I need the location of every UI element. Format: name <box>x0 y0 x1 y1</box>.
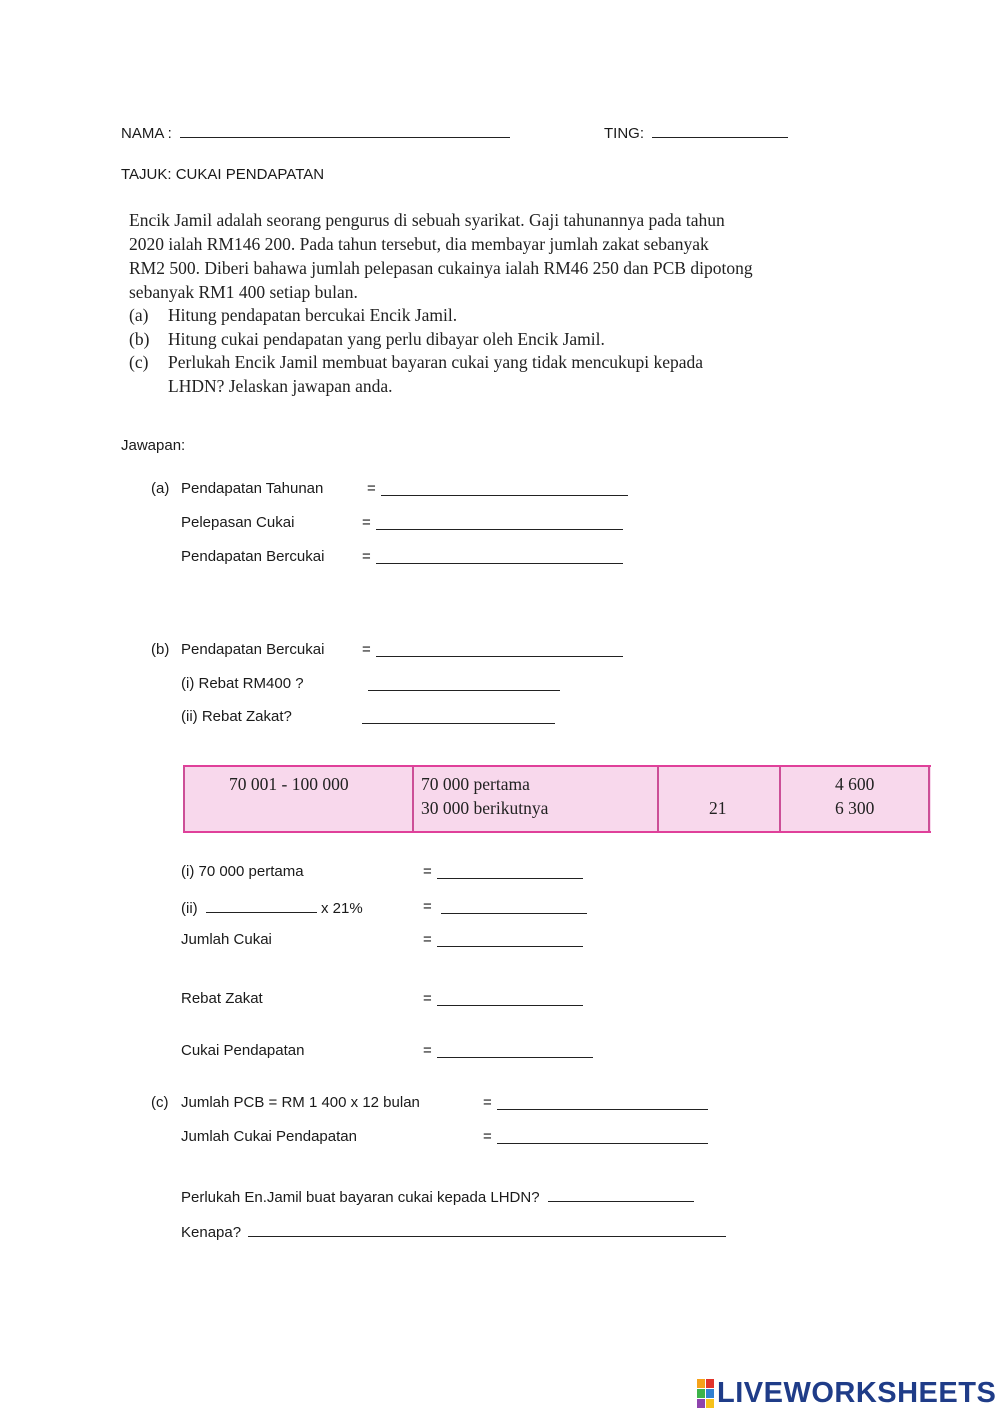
part-text: LHDN? Jelaskan jawapan anda. <box>168 376 393 396</box>
next-band-amount-field[interactable] <box>206 898 317 913</box>
tax-rate: 21 <box>709 798 727 818</box>
payment-answer-field[interactable] <box>548 1187 694 1202</box>
zakat-rebate-label: Rebat Zakat <box>181 990 263 1007</box>
total-pcb-label: Jumlah PCB = RM 1 400 x 12 bulan <box>181 1094 420 1111</box>
next-band-tax-field[interactable] <box>441 899 587 914</box>
equals-sign: = <box>362 514 371 531</box>
chargeable-income-b-label: Pendapatan Bercukai <box>181 641 325 658</box>
equals-sign: = <box>423 931 432 948</box>
next-band-row <box>181 898 363 917</box>
chargeable-income-field[interactable] <box>376 549 623 564</box>
ting-label: TING: <box>604 125 644 142</box>
income-tax-label: Cukai Pendapatan <box>181 1042 305 1059</box>
equals-sign: = <box>362 548 371 565</box>
logo-square <box>697 1379 705 1388</box>
rate-label: x 21% <box>321 900 363 917</box>
part-text: Hitung pendapatan bercukai Encik Jamil. <box>168 305 458 325</box>
chargeable-income-label: Pendapatan Bercukai <box>181 548 325 565</box>
question-line: RM2 500. Diberi bahawa jumlah pelepasan cukainya ialah RM46 250 dan PCB dipotong <box>129 258 753 278</box>
table-divider <box>412 767 414 831</box>
first-70000-field[interactable] <box>437 864 583 879</box>
equals-sign: = <box>423 990 432 1007</box>
question-line: sebanyak RM1 400 setiap bulan. <box>129 282 358 302</box>
tax-relief-field[interactable] <box>376 515 623 530</box>
next-band-label: (ii) <box>181 900 198 917</box>
total-pcb-field[interactable] <box>497 1095 708 1110</box>
question-line: Encik Jamil adalah seorang pengurus di sebuah syarikat. Gaji tahunannya pada tahun <box>129 210 725 230</box>
income-band: 70 001 - 100 000 <box>229 774 349 794</box>
equals-sign: = <box>423 1042 432 1059</box>
liveworksheets-logo <box>697 1378 996 1408</box>
part-text: Hitung cukai pendapatan yang perlu dibayar oleh Encik Jamil. <box>168 329 605 349</box>
table-divider <box>928 767 930 831</box>
tax-amount: 6 300 <box>835 798 875 818</box>
part-label: (a) <box>129 305 149 325</box>
part-label: (c) <box>129 352 149 372</box>
reason-row <box>181 1222 726 1241</box>
logo-square <box>697 1399 705 1408</box>
table-divider <box>657 767 659 831</box>
rebate-zakat-question-field[interactable] <box>362 709 555 724</box>
rebate-400-field[interactable] <box>368 676 560 691</box>
tax-relief-label: Pelepasan Cukai <box>181 514 295 531</box>
ting-field[interactable] <box>652 123 788 138</box>
chargeable-income-b-field[interactable] <box>376 642 623 657</box>
income-tax-field[interactable] <box>437 1043 593 1058</box>
name-field[interactable] <box>180 123 510 138</box>
answer-heading: Jawapan: <box>121 437 186 454</box>
reason-field[interactable] <box>248 1222 726 1237</box>
total-tax-field[interactable] <box>437 932 583 947</box>
part-label: (b) <box>129 329 150 349</box>
part-text: Perlukah Encik Jamil membuat bayaran cukai yang tidak mencukupi kepada <box>168 352 704 372</box>
total-income-tax-label: Jumlah Cukai Pendapatan <box>181 1128 357 1145</box>
logo-square <box>697 1389 705 1398</box>
rebate-400-label: (i) Rebat RM400 ? <box>181 675 304 692</box>
equals-sign: = <box>483 1128 492 1145</box>
total-income-tax-field[interactable] <box>497 1129 708 1144</box>
equals-sign: = <box>483 1094 492 1111</box>
equals-sign: = <box>362 641 371 658</box>
logo-square <box>706 1379 714 1388</box>
part-b-label: (b) <box>151 641 170 658</box>
name-row <box>121 123 510 142</box>
logo-wordmark: LIVEWORKSHEETS <box>717 1376 997 1409</box>
tax-amount: 4 600 <box>835 774 875 794</box>
payment-question-label: Perlukah En.Jamil buat bayaran cukai kepada LHDN? <box>181 1189 540 1206</box>
topic-title: TAJUK: CUKAI PENDAPATAN <box>121 166 325 183</box>
rebate-zakat-question-label: (ii) Rebat Zakat? <box>181 708 292 725</box>
band-first: 70 000 pertama <box>421 774 530 794</box>
equals-sign: = <box>367 480 376 497</box>
first-70000-label: (i) 70 000 pertama <box>181 863 304 880</box>
tax-rate-table <box>183 765 931 833</box>
part-a-label: (a) <box>151 480 170 497</box>
equals-sign: = <box>423 863 432 880</box>
total-tax-label: Jumlah Cukai <box>181 931 272 948</box>
band-next: 30 000 berikutnya <box>421 798 549 818</box>
question-line: 2020 ialah RM146 200. Pada tahun tersebut, dia membayar jumlah zakat sebanyak <box>129 234 709 254</box>
annual-income-label: Pendapatan Tahunan <box>181 480 324 497</box>
payment-question-row <box>181 1187 694 1206</box>
equals-sign: = <box>423 898 432 915</box>
annual-income-field[interactable] <box>381 481 628 496</box>
logo-mark-icon <box>697 1379 714 1408</box>
part-c-label: (c) <box>151 1094 169 1111</box>
reason-label: Kenapa? <box>181 1224 242 1241</box>
logo-square <box>706 1389 714 1398</box>
logo-square <box>706 1399 714 1408</box>
name-label: NAMA : <box>121 125 172 142</box>
table-divider <box>183 767 185 831</box>
table-divider <box>779 767 781 831</box>
ting-row <box>604 123 788 142</box>
zakat-rebate-field[interactable] <box>437 991 583 1006</box>
